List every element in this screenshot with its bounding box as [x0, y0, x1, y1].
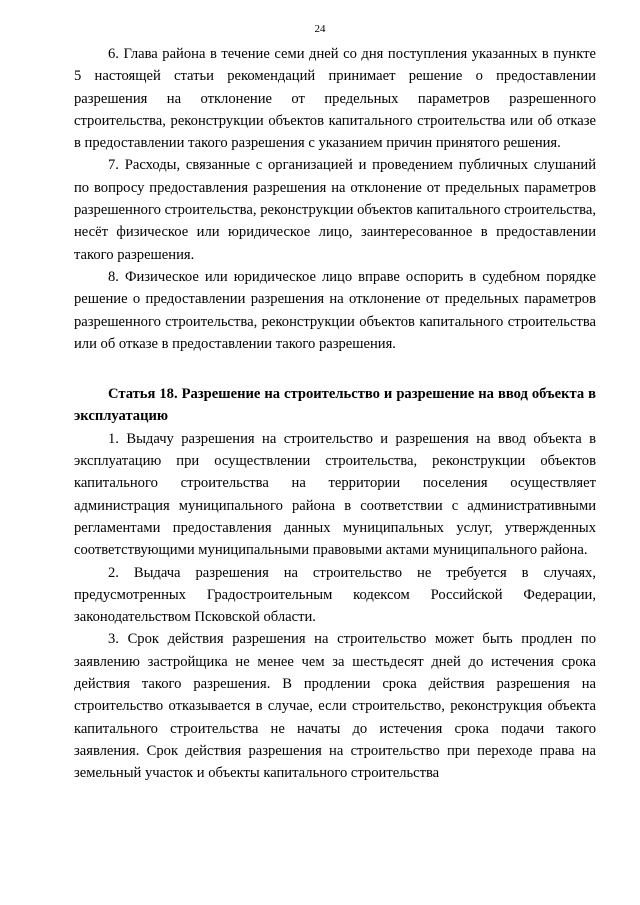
document-body [74, 43, 596, 785]
article-18-heading: Статья 18. Разрешение на строительство и разрешение на ввод объекта в эксплуатацию [74, 386, 596, 425]
paragraph-8: 8. Физическое или юридическое лицо вправе оспорить в судебном порядке решение о предоставлении разрешения на отклонение от предельных параметров разрешенного строительства, реконструкции объектов капитального строительства или об отказе в предоставлении такого разрешения. [74, 268, 596, 352]
article-18-paragraph-1: 1. Выдачу разрешения на строительство и разрешения на ввод объекта в эксплуатацию при осуществлении строительства, реконструкции объектов капитального строительства на территории поселения осуществляет администрация муниципального района в соответствии с административными регламентами предоставления данных муниципальных услуг, утвержденных соответствующими муниципальными правовыми актами муниципального района. [74, 430, 596, 559]
paragraph-6: 6. Глава района в течение семи дней со дня поступления указанных в пункте 5 настоящей статьи рекомендаций принимает решение о предоставлении разрешения на отклонение от предельных параметров разрешенного строительства, реконструкции объектов капитального строительства или об отказе в предоставлении такого разрешения с указанием причин принятого решения. [74, 46, 596, 152]
article-18-paragraph-3: 3. Срок действия разрешения на строительство может быть продлен по заявлению застройщика не менее чем за шестьдесят дней до истечения срока действия такого разрешения. В продлении срока действия разрешения на строительство отказывается в случае, если строительство, реконструкция объекта капитального строительства не начаты до истечения срока подачи такого заявления. Срок действия разрешения на строительство при переходе права на земельный участок и объекты капитального строительства [74, 631, 596, 782]
paragraph-7: 7. Расходы, связанные с организацией и проведением публичных слушаний по вопросу предоставления разрешения на отклонение от предельных параметров разрешенного строительства, реконструкции объектов капитального строительства, несёт физическое или юридическое лицо, заинтересованное в предоставлении такого разрешения. [74, 157, 596, 263]
page-number: 24 [314, 23, 326, 35]
section-spacer [74, 355, 596, 383]
article-18-paragraph-2: 2. Выдача разрешения на строительство не требуется в случаях, предусмотренных Градостроительным кодексом Российской Федерации, законодательством Псковской области. [74, 564, 596, 626]
